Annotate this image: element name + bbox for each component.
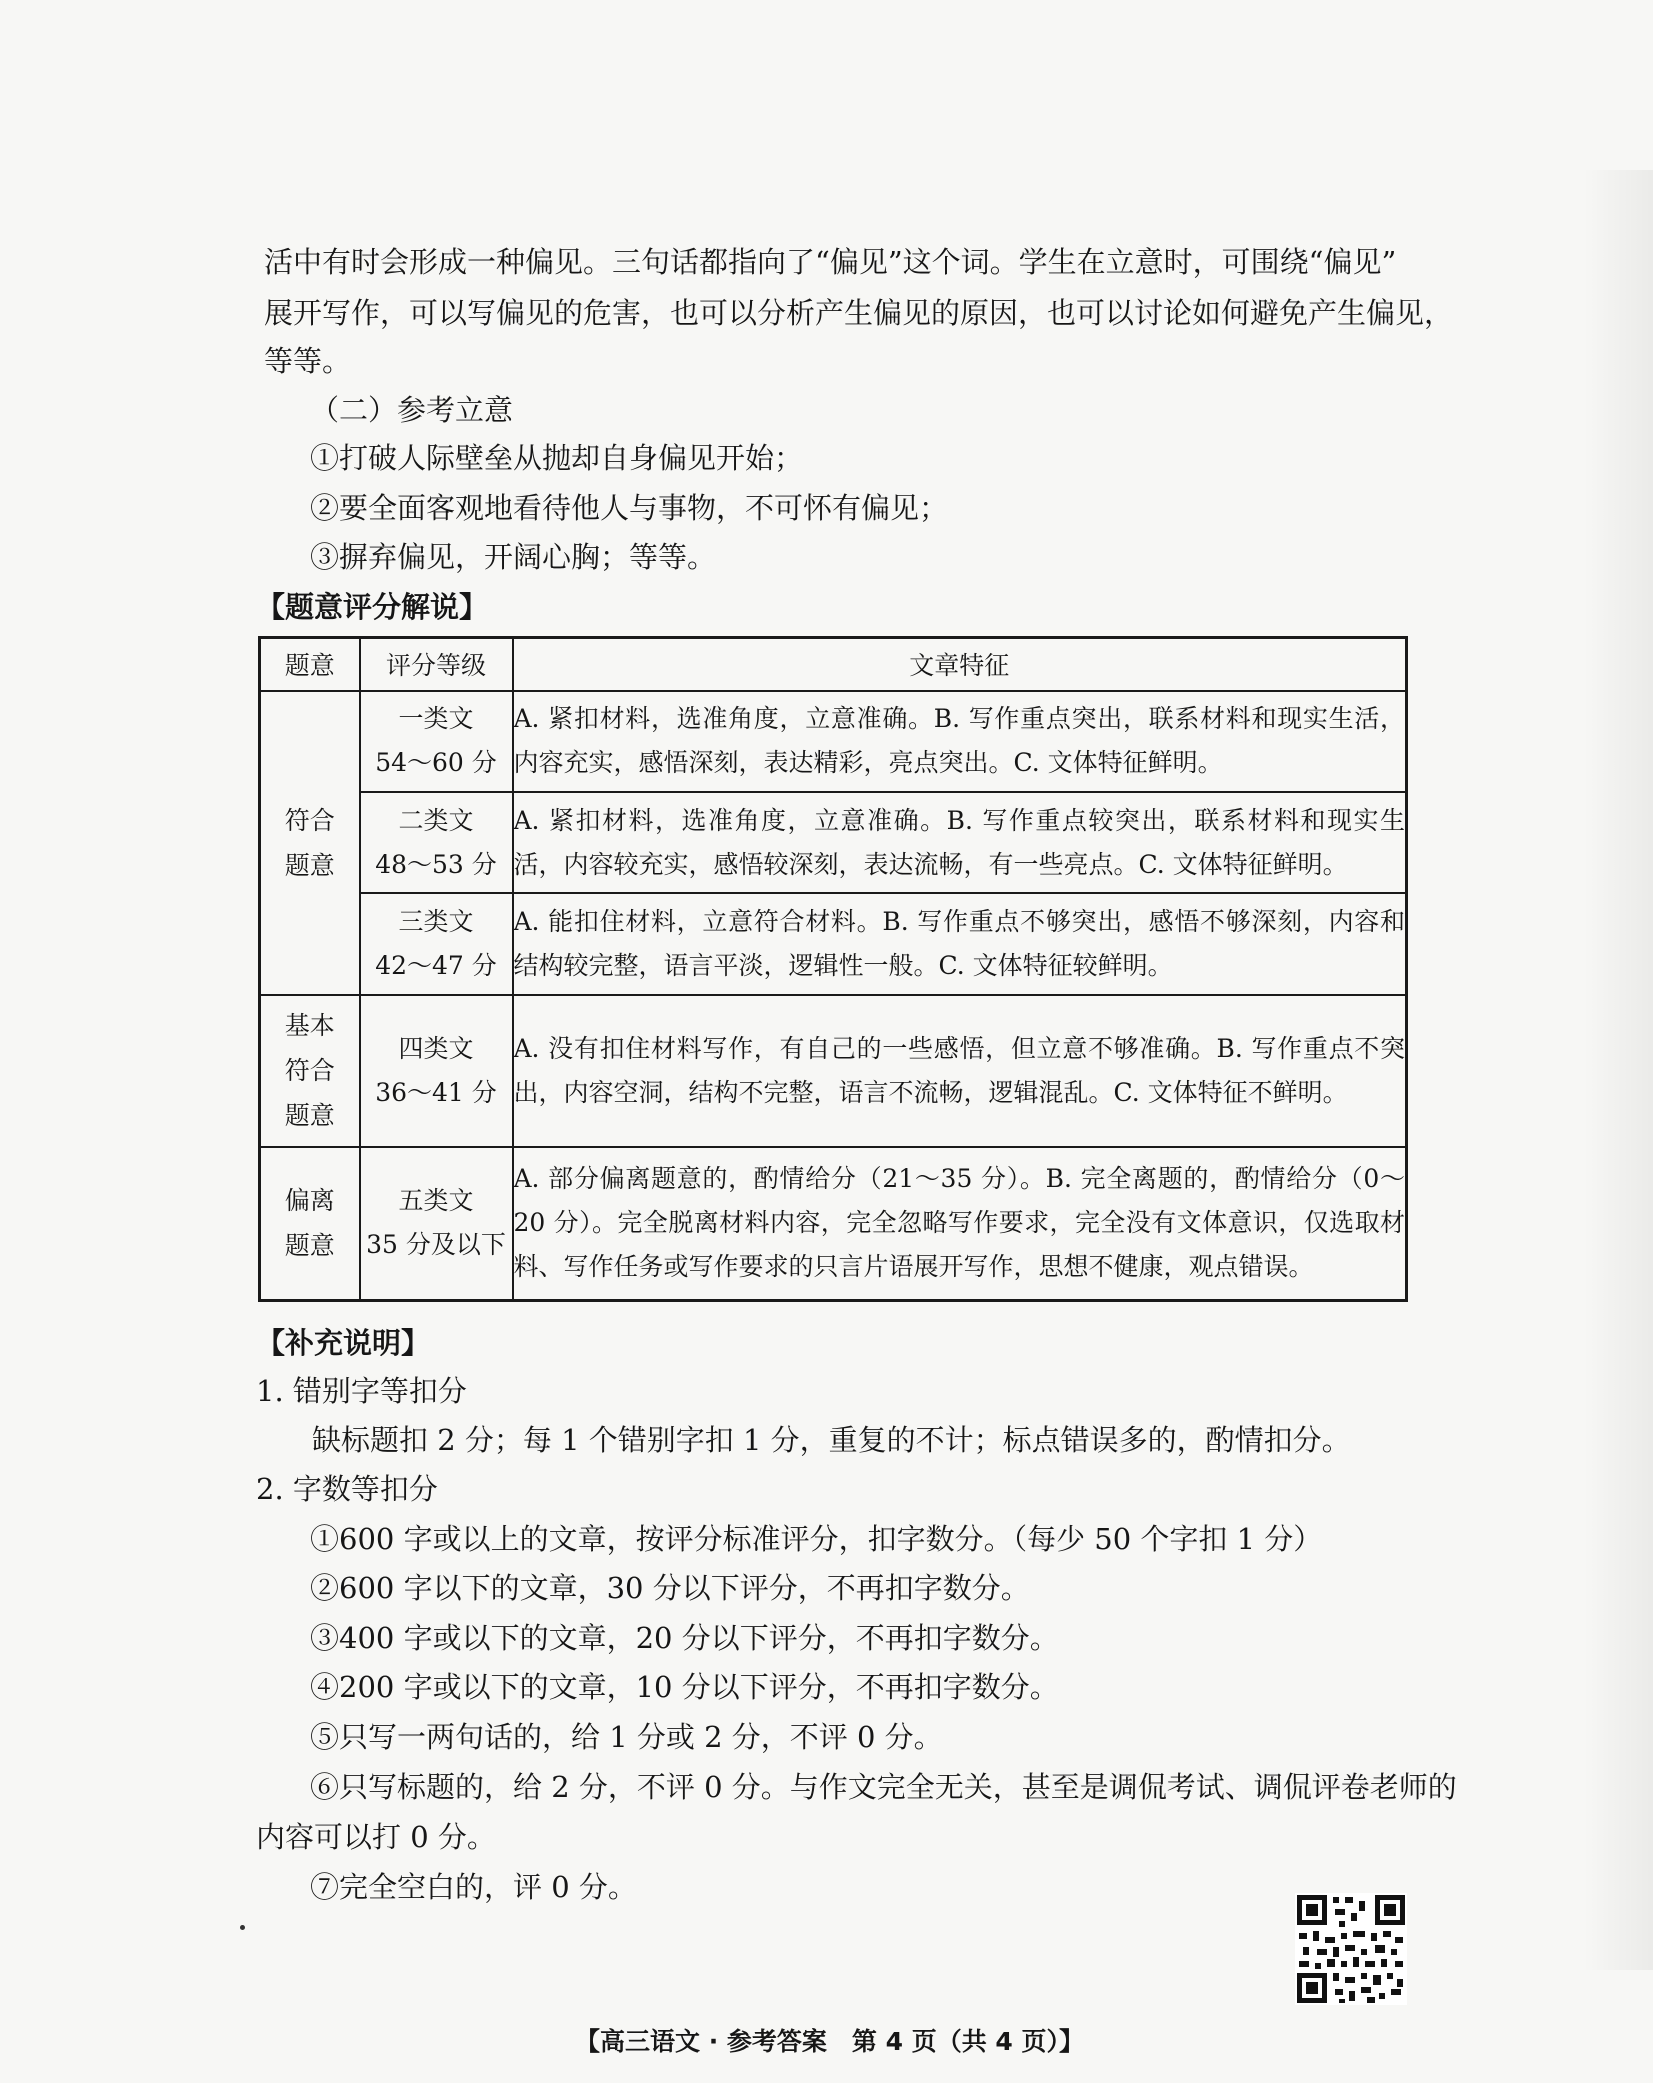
reference-item-2: ②要全面客观地看待他人与事物，不可怀有偏见； <box>310 491 949 525</box>
table-row <box>260 691 1407 792</box>
supplement-heading: 【补充说明】 <box>256 1326 431 1360</box>
supplement-item-7: ⑦完全空白的，评 0 分。 <box>310 1870 637 1904</box>
feature-cell: A. 紧扣材料，选准角度，立意准确。B. 写作重点较突出，联系材料和现实生活，内容较充实，感悟较深刻，表达流畅，有一些亮点。C. 文体特征鲜明。 <box>513 792 1407 893</box>
intro-line-1: 活中有时会形成一种偏见。三句话都指向了“偏见”这个词。学生在立意时，可围绕“偏见” <box>264 245 1397 279</box>
supplement-item-6-continued: 内容可以打 0 分。 <box>256 1820 496 1854</box>
qr-code-icon <box>1295 1893 1407 2005</box>
scan-speck <box>240 1925 245 1930</box>
supplement-item-4: ④200 字或以下的文章，10 分以下评分，不再扣字数分。 <box>310 1670 1059 1704</box>
scan-edge-shadow <box>1583 170 1653 1970</box>
supplement-item-3: ③400 字或以下的文章，20 分以下评分，不再扣字数分。 <box>310 1621 1059 1655</box>
category-cell: 基本 符合 题意 <box>260 995 360 1147</box>
grade-cell: 二类文 48～53 分 <box>360 792 513 893</box>
grade-cell: 五类文 35 分及以下 <box>360 1147 513 1301</box>
category-cell: 偏离 题意 <box>260 1147 360 1301</box>
rubric-heading: 【题意评分解说】 <box>256 590 489 624</box>
reference-title: （二）参考立意 <box>310 393 514 427</box>
table-header-row <box>260 638 1407 691</box>
reference-item-3: ③摒弃偏见，开阔心胸；等等。 <box>310 540 717 574</box>
table-row <box>260 792 1407 893</box>
scoring-rubric-table <box>258 636 1408 1302</box>
category-cell: 符合 题意 <box>260 691 360 995</box>
supplement-section-2-title: 2. 字数等扣分 <box>256 1472 438 1506</box>
feature-cell: A. 紧扣材料，选准角度，立意准确。B. 写作重点突出，联系材料和现实生活，内容充实，感悟深刻，表达精彩，亮点突出。C. 文体特征鲜明。 <box>513 691 1407 792</box>
grade-cell: 三类文 42～47 分 <box>360 893 513 994</box>
page-footer: 【高三语文 · 参考答案 第 4 页（共 4 页）】 <box>575 2027 1085 2056</box>
intro-line-3: 等等。 <box>264 344 352 378</box>
feature-cell: A. 部分偏离题意的，酌情给分（21～35 分）。B. 完全离题的，酌情给分（0～20 分）。完全脱离材料内容，完全忽略写作要求，完全没有文体意识，仅选取材料、写作任务或写作要求的只言片语展开写作，思想不健康，观点错误。 <box>513 1147 1407 1301</box>
table-row <box>260 995 1407 1147</box>
supplement-item-6: ⑥只写标题的，给 2 分，不评 0 分。与作文完全无关，甚至是调侃考试、调侃评卷老师的 <box>310 1770 1457 1804</box>
supplement-item-2: ②600 字以下的文章，30 分以下评分，不再扣字数分。 <box>310 1571 1030 1605</box>
reference-item-1: ①打破人际壁垒从抛却自身偏见开始； <box>310 441 804 475</box>
table-row <box>260 893 1407 994</box>
supplement-section-1-title: 1. 错别字等扣分 <box>256 1374 467 1408</box>
supplement-section-1-text: 缺标题扣 2 分；每 1 个错别字扣 1 分，重复的不计；标点错误多的，酌情扣分。 <box>312 1423 1351 1457</box>
table-row <box>260 1147 1407 1301</box>
supplement-item-1: ①600 字或以上的文章，按评分标准评分，扣字数分。（每少 50 个字扣 1 分） <box>310 1522 1323 1556</box>
intro-line-2: 展开写作，可以写偏见的危害，也可以分析产生偏见的原因，也可以讨论如何避免产生偏见， <box>264 296 1454 330</box>
header-features: 文章特征 <box>513 638 1407 691</box>
feature-cell: A. 没有扣住材料写作，有自己的一些感悟，但立意不够准确。B. 写作重点不突出，内容空洞，结构不完整，语言不流畅，逻辑混乱。C. 文体特征不鲜明。 <box>513 995 1407 1147</box>
supplement-item-5: ⑤只写一两句话的，给 1 分或 2 分，不评 0 分。 <box>310 1720 943 1754</box>
feature-cell: A. 能扣住材料，立意符合材料。B. 写作重点不够突出，感悟不够深刻，内容和结构较完整，语言平淡，逻辑性一般。C. 文体特征较鲜明。 <box>513 893 1407 994</box>
header-grade: 评分等级 <box>360 638 513 691</box>
grade-cell: 四类文 36～41 分 <box>360 995 513 1147</box>
grade-cell: 一类文 54～60 分 <box>360 691 513 792</box>
header-topic: 题意 <box>260 638 360 691</box>
